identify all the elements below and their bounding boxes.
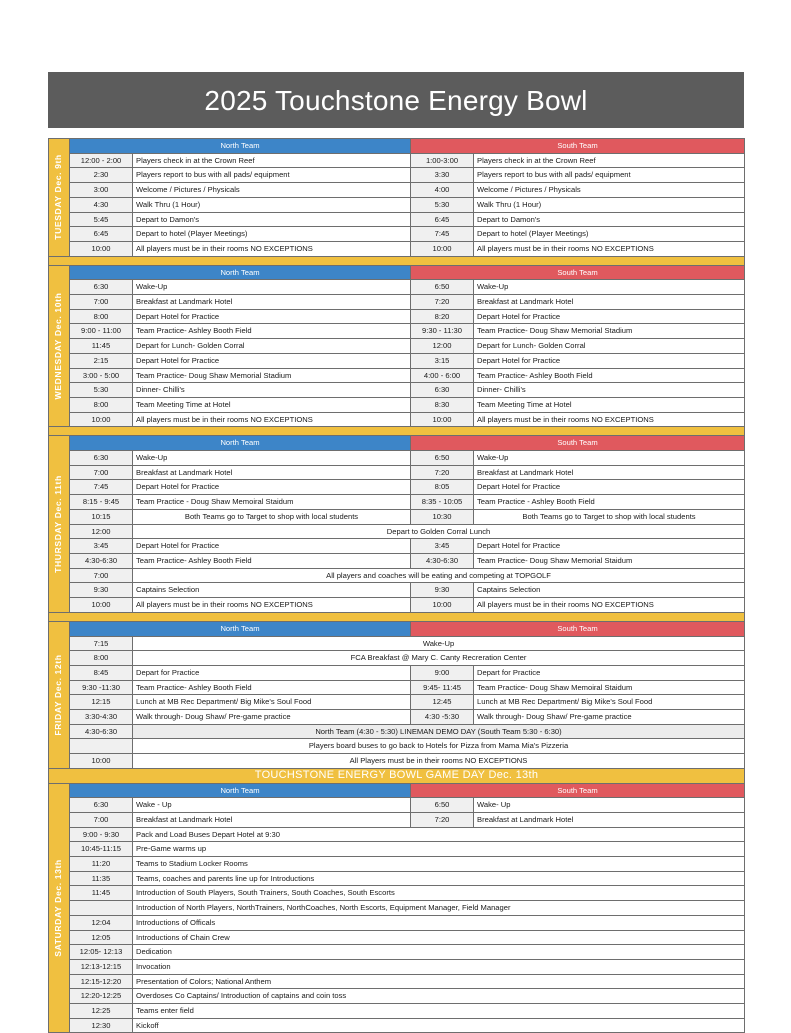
merged-activity-cell: Introductions of Chain Crew <box>133 930 745 945</box>
south-activity-cell: Team Practice- Ashley Booth Field <box>474 368 745 383</box>
day-spine-4 <box>49 621 70 768</box>
schedule-row <box>49 568 745 583</box>
north-activity-cell: Depart Hotel for Practice <box>133 480 411 495</box>
south-time-cell: 4:00 - 6:00 <box>411 368 474 383</box>
schedule-row <box>49 724 745 739</box>
north-time-cell: 5:45 <box>70 212 133 227</box>
day-divider <box>49 427 745 436</box>
north-time-cell: 12:15 <box>70 695 133 710</box>
north-activity-cell: Depart to Damon's <box>133 212 411 227</box>
north-activity-cell: Breakfast at Landmark Hotel <box>133 812 411 827</box>
north-activity-cell: Team Practice- Doug Shaw Memorial Stadium <box>133 368 411 383</box>
north-time-cell: 9:30 -11:30 <box>70 680 133 695</box>
south-team-header: South Team <box>411 139 745 154</box>
north-activity-cell: Captains Selection <box>133 583 411 598</box>
merged-activity-cell: Pack and Load Buses Depart Hotel at 9:30 <box>133 827 745 842</box>
south-time-cell: 4:00 <box>411 183 474 198</box>
merged-activity-cell: Teams to Stadium Locker Rooms <box>133 857 745 872</box>
schedule-row <box>49 183 745 198</box>
north-activity-cell: Walk Thru (1 Hour) <box>133 197 411 212</box>
north-activity-cell: Depart for Lunch- Golden Corral <box>133 339 411 354</box>
merged-activity-cell: Wake-Up <box>133 636 745 651</box>
day-spine-2 <box>49 265 70 427</box>
south-activity-cell: Depart Hotel for Practice <box>474 539 745 554</box>
south-time-cell: 7:20 <box>411 295 474 310</box>
schedule-row <box>49 812 745 827</box>
south-activity-cell: Depart for Practice <box>474 665 745 680</box>
merged-activity-cell: Dedication <box>133 945 745 960</box>
south-time-cell: 7:20 <box>411 812 474 827</box>
north-time-cell: 8:15 - 9:45 <box>70 495 133 510</box>
south-activity-cell: Depart Hotel for Practice <box>474 480 745 495</box>
time-cell: 9:00 - 9:30 <box>70 827 133 842</box>
south-time-cell: 6:50 <box>411 798 474 813</box>
north-time-cell: 5:30 <box>70 383 133 398</box>
schedule-sheet <box>48 72 744 1033</box>
time-cell: 4:30-6:30 <box>70 724 133 739</box>
merged-activity-cell: All players and coaches will be eating and competing at TOPGOLF <box>133 568 745 583</box>
schedule-row <box>49 915 745 930</box>
north-activity-cell: Lunch at MB Rec Department/ Big Mike's Soul Food <box>133 695 411 710</box>
north-time-cell: 7:45 <box>70 480 133 495</box>
schedule-row <box>49 739 745 754</box>
north-activity-cell: Welcome / Pictures / Physicals <box>133 183 411 198</box>
south-time-cell: 7:45 <box>411 227 474 242</box>
north-time-cell: 6:30 <box>70 451 133 466</box>
schedule-row <box>49 886 745 901</box>
north-time-cell: 9:00 - 11:00 <box>70 324 133 339</box>
schedule-row <box>49 798 745 813</box>
south-time-cell: 6:45 <box>411 212 474 227</box>
north-time-cell: 7:00 <box>70 812 133 827</box>
day-divider-row <box>49 256 745 265</box>
schedule-row <box>49 945 745 960</box>
time-cell: 10:45-11:15 <box>70 842 133 857</box>
day-label: TUESDAY Dec. 9th <box>53 154 64 241</box>
south-time-cell: 10:00 <box>411 598 474 613</box>
day-spine-5 <box>49 783 70 1033</box>
north-activity-cell: All players must be in their rooms NO EXCEPTIONS <box>133 412 411 427</box>
south-team-header: South Team <box>411 621 745 636</box>
south-activity-cell: Walk through- Doug Shaw/ Pre-game practice <box>474 710 745 725</box>
schedule-row <box>49 280 745 295</box>
south-time-cell: 10:30 <box>411 509 474 524</box>
north-time-cell: 3:45 <box>70 539 133 554</box>
schedule-row <box>49 974 745 989</box>
north-activity-cell: Dinner- Chilli's <box>133 383 411 398</box>
north-time-cell: 10:15 <box>70 509 133 524</box>
north-time-cell: 6:30 <box>70 280 133 295</box>
schedule-body <box>49 139 745 1033</box>
day-spine-1 <box>49 139 70 257</box>
south-team-header: South Team <box>411 436 745 451</box>
day-divider-row <box>49 427 745 436</box>
day-divider <box>49 256 745 265</box>
south-activity-cell: All players must be in their rooms NO EXCEPTIONS <box>474 412 745 427</box>
north-activity-cell: Team Practice- Ashley Booth Field <box>133 324 411 339</box>
north-time-cell: 2:15 <box>70 353 133 368</box>
merged-activity-cell: Overdoses Co Captains/ Introduction of captains and coin toss <box>133 989 745 1004</box>
north-time-cell: 4:30 <box>70 197 133 212</box>
south-time-cell: 6:50 <box>411 280 474 295</box>
day-spine-3 <box>49 436 70 612</box>
south-time-cell: 8:30 <box>411 397 474 412</box>
south-time-cell: 4:30 -5:30 <box>411 710 474 725</box>
north-time-cell: 7:00 <box>70 295 133 310</box>
north-team-header: North Team <box>70 265 411 280</box>
time-cell: 10:00 <box>70 754 133 769</box>
south-activity-cell: Team Practice- Doug Shaw Memorial Staidum <box>474 553 745 568</box>
south-activity-cell: Wake- Up <box>474 798 745 813</box>
time-cell: 12:25 <box>70 1004 133 1019</box>
north-time-cell: 3:00 - 5:00 <box>70 368 133 383</box>
day-header-row <box>49 139 745 154</box>
schedule-row <box>49 871 745 886</box>
south-activity-cell: Walk Thru (1 Hour) <box>474 197 745 212</box>
south-activity-cell: Team Practice- Doug Shaw Memorial Stadium <box>474 324 745 339</box>
north-time-cell: 10:00 <box>70 241 133 256</box>
merged-activity-cell: Depart to Golden Corral Lunch <box>133 524 745 539</box>
south-time-cell: 5:30 <box>411 197 474 212</box>
day-label: THURSDAY Dec. 11th <box>53 475 64 573</box>
gameday-banner-row <box>49 768 745 783</box>
schedule-row <box>49 339 745 354</box>
south-activity-cell: Captains Selection <box>474 583 745 598</box>
north-time-cell: 8:00 <box>70 397 133 412</box>
north-activity-cell: Wake-Up <box>133 451 411 466</box>
schedule-row <box>49 553 745 568</box>
south-activity-cell: All players must be in their rooms NO EXCEPTIONS <box>474 598 745 613</box>
north-time-cell: 9:30 <box>70 583 133 598</box>
south-activity-cell: Depart Hotel for Practice <box>474 353 745 368</box>
schedule-row <box>49 636 745 651</box>
schedule-row <box>49 509 745 524</box>
time-cell: 12:30 <box>70 1018 133 1033</box>
schedule-row <box>49 827 745 842</box>
schedule-row <box>49 583 745 598</box>
schedule-row <box>49 168 745 183</box>
day-divider <box>49 612 745 621</box>
time-cell: 12:20-12:25 <box>70 989 133 1004</box>
north-activity-cell: Depart Hotel for Practice <box>133 353 411 368</box>
north-team-header: North Team <box>70 139 411 154</box>
south-time-cell: 4:30-6:30 <box>411 553 474 568</box>
time-cell: 12:13-12:15 <box>70 959 133 974</box>
schedule-row <box>49 680 745 695</box>
south-activity-cell: Depart Hotel for Practice <box>474 309 745 324</box>
north-time-cell: 12:00 - 2:00 <box>70 153 133 168</box>
schedule-row <box>49 598 745 613</box>
schedule-row <box>49 309 745 324</box>
north-time-cell: 8:45 <box>70 665 133 680</box>
south-activity-cell: Both Teams go to Target to shop with local students <box>474 509 745 524</box>
south-activity-cell: Team Practice- Doug Shaw Memoiral Staidum <box>474 680 745 695</box>
time-cell: 7:00 <box>70 568 133 583</box>
gameday-banner: TOUCHSTONE ENERGY BOWL GAME DAY Dec. 13th <box>49 768 745 783</box>
schedule-row <box>49 930 745 945</box>
south-activity-cell: Players check in at the Crown Reef <box>474 153 745 168</box>
title-spacer <box>48 128 744 138</box>
time-cell: 7:15 <box>70 636 133 651</box>
merged-activity-cell: North Team (4:30 - 5:30) LINEMAN DEMO DAY (South Team 5:30 - 6:30) <box>133 724 745 739</box>
south-activity-cell: Players report to bus with all pads/ equipment <box>474 168 745 183</box>
time-cell: 12:04 <box>70 915 133 930</box>
south-activity-cell: Breakfast at Landmark Hotel <box>474 812 745 827</box>
schedule-row <box>49 397 745 412</box>
merged-activity-cell: Pre-Game warms up <box>133 842 745 857</box>
north-activity-cell: All players must be in their rooms NO EXCEPTIONS <box>133 241 411 256</box>
south-time-cell: 10:00 <box>411 241 474 256</box>
north-activity-cell: Team Practice- Ashley Booth Field <box>133 553 411 568</box>
schedule-row <box>49 197 745 212</box>
south-activity-cell: Team Meeting Time at Hotel <box>474 397 745 412</box>
merged-activity-cell: Introduction of South Players, South Trainers, South Coaches, South Escorts <box>133 886 745 901</box>
schedule-row <box>49 651 745 666</box>
south-activity-cell: Depart for Lunch- Golden Corral <box>474 339 745 354</box>
schedule-row <box>49 754 745 769</box>
north-activity-cell: Team Practice - Doug Shaw Memoiral Staidum <box>133 495 411 510</box>
time-cell: 11:45 <box>70 886 133 901</box>
schedule-row <box>49 295 745 310</box>
day-header-row <box>49 783 745 798</box>
south-time-cell: 6:30 <box>411 383 474 398</box>
merged-activity-cell: Introduction of North Players, NorthTrainers, NorthCoaches, North Escorts, Equipment Manager, Field Manager <box>133 901 745 916</box>
north-team-header: North Team <box>70 783 411 798</box>
schedule-row <box>49 1004 745 1019</box>
merged-activity-cell: Invocation <box>133 959 745 974</box>
day-header-row <box>49 265 745 280</box>
schedule-row <box>49 212 745 227</box>
south-activity-cell: Depart to Damon's <box>474 212 745 227</box>
time-cell: 8:00 <box>70 651 133 666</box>
schedule-row <box>49 480 745 495</box>
time-cell: 12:05- 12:13 <box>70 945 133 960</box>
south-activity-cell: Wake-Up <box>474 280 745 295</box>
schedule-row <box>49 901 745 916</box>
north-time-cell: 3:00 <box>70 183 133 198</box>
schedule-row <box>49 842 745 857</box>
south-activity-cell: Lunch at MB Rec Department/ Big Mike's Soul Food <box>474 695 745 710</box>
south-activity-cell: Breakfast at Landmark Hotel <box>474 465 745 480</box>
time-cell: 12:15-12:20 <box>70 974 133 989</box>
day-label: SATURDAY Dec. 13th <box>53 859 64 957</box>
day-label: FRIDAY Dec. 12th <box>53 654 64 736</box>
north-activity-cell: Breakfast at Landmark Hotel <box>133 295 411 310</box>
schedule-row <box>49 989 745 1004</box>
south-time-cell: 8:05 <box>411 480 474 495</box>
north-time-cell: 11:45 <box>70 339 133 354</box>
north-activity-cell: Players check in at the Crown Reef <box>133 153 411 168</box>
south-time-cell: 3:15 <box>411 353 474 368</box>
schedule-row <box>49 665 745 680</box>
time-cell: 11:20 <box>70 857 133 872</box>
time-cell <box>70 739 133 754</box>
south-activity-cell: All players must be in their rooms NO EXCEPTIONS <box>474 241 745 256</box>
north-time-cell: 7:00 <box>70 465 133 480</box>
north-time-cell: 6:45 <box>70 227 133 242</box>
schedule-row <box>49 465 745 480</box>
south-activity-cell: Depart to hotel (Player Meetings) <box>474 227 745 242</box>
north-team-header: North Team <box>70 436 411 451</box>
north-time-cell: 3:30-4:30 <box>70 710 133 725</box>
schedule-row <box>49 1018 745 1033</box>
merged-activity-cell: Presentation of Colors; National Anthem <box>133 974 745 989</box>
north-activity-cell: Breakfast at Landmark Hotel <box>133 465 411 480</box>
north-activity-cell: Players report to bus with all pads/ equipment <box>133 168 411 183</box>
north-activity-cell: Depart Hotel for Practice <box>133 309 411 324</box>
north-activity-cell: Team Meeting Time at Hotel <box>133 397 411 412</box>
south-time-cell: 8:20 <box>411 309 474 324</box>
south-activity-cell: Welcome / Pictures / Physicals <box>474 183 745 198</box>
north-activity-cell: Wake - Up <box>133 798 411 813</box>
merged-activity-cell: All Players must be in their rooms NO EXCEPTIONS <box>133 754 745 769</box>
schedule-row <box>49 412 745 427</box>
south-team-header: South Team <box>411 265 745 280</box>
north-time-cell: 8:00 <box>70 309 133 324</box>
south-activity-cell: Dinner- Chilli's <box>474 383 745 398</box>
north-activity-cell: Wake-Up <box>133 280 411 295</box>
north-activity-cell: Depart to hotel (Player Meetings) <box>133 227 411 242</box>
page-title: 2025 Touchstone Energy Bowl <box>48 72 744 128</box>
south-time-cell: 9:30 <box>411 583 474 598</box>
south-time-cell: 8:35 - 10:05 <box>411 495 474 510</box>
north-team-header: North Team <box>70 621 411 636</box>
north-activity-cell: Walk through- Doug Shaw/ Pre-game practice <box>133 710 411 725</box>
day-header-row <box>49 621 745 636</box>
north-activity-cell: Both Teams go to Target to shop with local students <box>133 509 411 524</box>
south-activity-cell: Team Practice - Ashley Booth Field <box>474 495 745 510</box>
schedule-row <box>49 959 745 974</box>
south-team-header: South Team <box>411 783 745 798</box>
north-activity-cell: Depart for Practice <box>133 665 411 680</box>
north-time-cell: 10:00 <box>70 412 133 427</box>
schedule-row <box>49 524 745 539</box>
north-activity-cell: All players must be in their rooms NO EXCEPTIONS <box>133 598 411 613</box>
schedule-row <box>49 368 745 383</box>
south-time-cell: 3:30 <box>411 168 474 183</box>
south-time-cell: 7:20 <box>411 465 474 480</box>
schedule-row <box>49 353 745 368</box>
south-time-cell: 9:45- 11:45 <box>411 680 474 695</box>
south-time-cell: 3:45 <box>411 539 474 554</box>
south-time-cell: 10:00 <box>411 412 474 427</box>
north-time-cell: 6:30 <box>70 798 133 813</box>
merged-activity-cell: Players board buses to go back to Hotels for Pizza from Mama Mia's Pizzeria <box>133 739 745 754</box>
south-activity-cell: Breakfast at Landmark Hotel <box>474 295 745 310</box>
time-cell: 11:35 <box>70 871 133 886</box>
time-cell: 12:05 <box>70 930 133 945</box>
time-cell <box>70 901 133 916</box>
schedule-row <box>49 857 745 872</box>
south-time-cell: 12:45 <box>411 695 474 710</box>
south-activity-cell: Wake-Up <box>474 451 745 466</box>
schedule-row <box>49 324 745 339</box>
schedule-row <box>49 495 745 510</box>
schedule-row <box>49 383 745 398</box>
schedule-row <box>49 153 745 168</box>
time-cell: 12:00 <box>70 524 133 539</box>
north-time-cell: 4:30-6:30 <box>70 553 133 568</box>
schedule-table <box>48 138 745 1033</box>
merged-activity-cell: Teams enter field <box>133 1004 745 1019</box>
day-header-row <box>49 436 745 451</box>
day-divider-row <box>49 612 745 621</box>
north-time-cell: 10:00 <box>70 598 133 613</box>
merged-activity-cell: FCA Breakfast @ Mary C. Canty Recreration Center <box>133 651 745 666</box>
schedule-row <box>49 710 745 725</box>
north-time-cell: 2:30 <box>70 168 133 183</box>
north-activity-cell: Depart Hotel for Practice <box>133 539 411 554</box>
south-time-cell: 9:30 - 11:30 <box>411 324 474 339</box>
merged-activity-cell: Teams, coaches and parents line up for Introductions <box>133 871 745 886</box>
south-time-cell: 12:00 <box>411 339 474 354</box>
schedule-row <box>49 539 745 554</box>
south-time-cell: 6:50 <box>411 451 474 466</box>
north-activity-cell: Team Practice- Ashley Booth Field <box>133 680 411 695</box>
schedule-row <box>49 227 745 242</box>
south-time-cell: 1:00-3:00 <box>411 153 474 168</box>
day-label: WEDNESDAY Dec. 10th <box>53 292 64 400</box>
merged-activity-cell: Introductions of Officals <box>133 915 745 930</box>
schedule-row <box>49 451 745 466</box>
south-time-cell: 9:00 <box>411 665 474 680</box>
schedule-row <box>49 241 745 256</box>
merged-activity-cell: Kickoff <box>133 1018 745 1033</box>
schedule-row <box>49 695 745 710</box>
